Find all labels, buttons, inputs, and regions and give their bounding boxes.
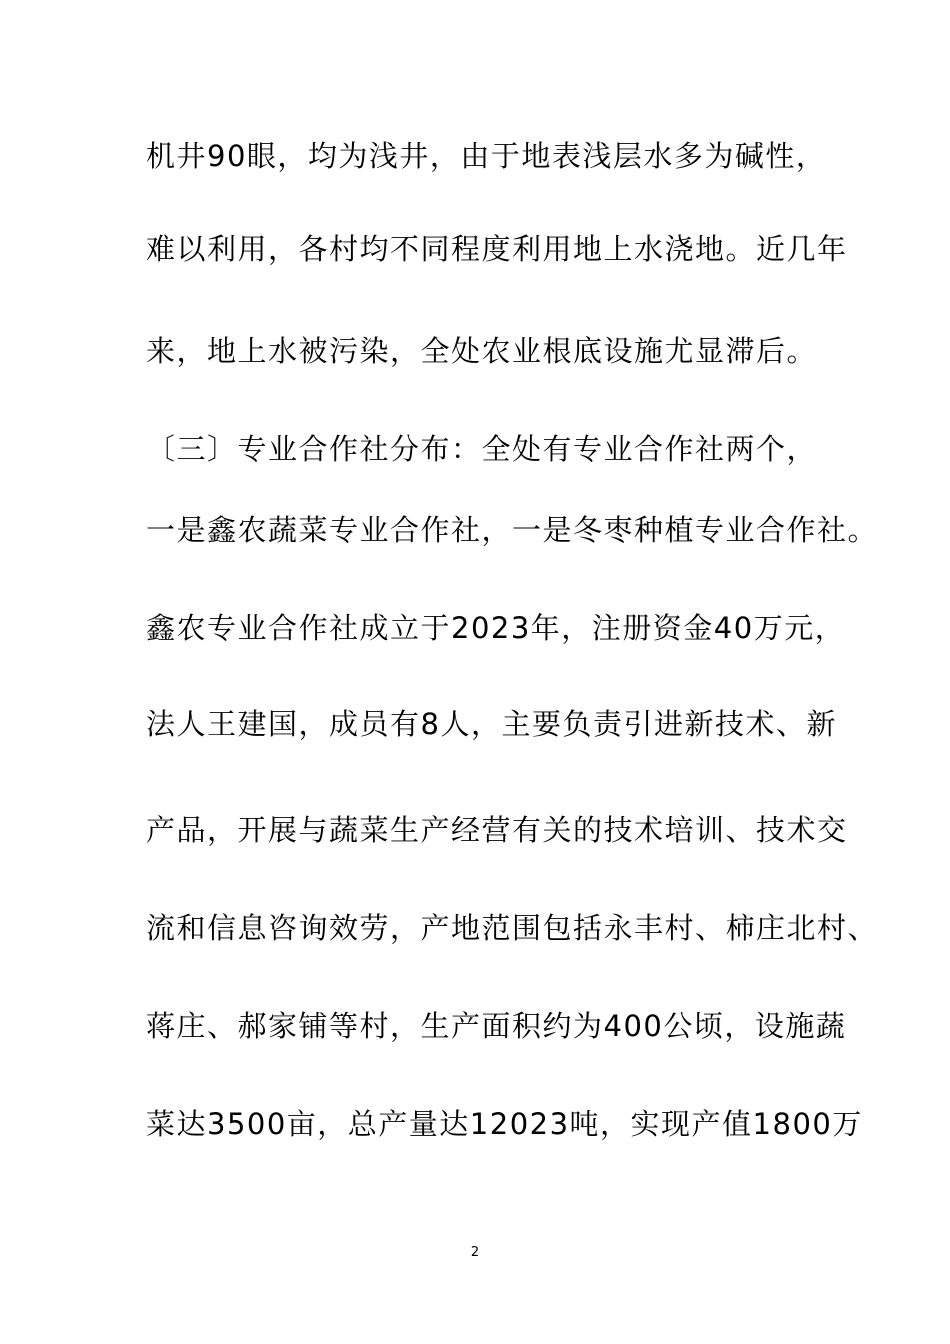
text-line-6: 鑫农专业合作社成立于2023年，注册资金40万元，	[146, 611, 846, 645]
page-number: 2	[470, 1245, 480, 1260]
text-line-11: 菜达3500亩，总产量达12023吨，实现产值1800万	[146, 1107, 863, 1141]
text-line-10: 蒋庄、郝家铺等村，生产面积约为400公顷，设施蔬	[146, 1009, 847, 1043]
text-line-8: 产品，开展与蔬菜生产经营有关的技术培训、技术交	[146, 813, 848, 847]
text-line-7: 法人王建国，成员有8人，主要负责引进新技术、新	[146, 707, 837, 741]
text-line-9: 流和信息咨询效劳，产地范围包括永丰村、柿庄北村、	[146, 911, 879, 945]
text-line-3: 来，地上水被污染，全处农业根底设施尤显滞后。	[146, 334, 818, 368]
text-line-1: 机井90眼，均为浅井，由于地表浅层水多为碱性，	[146, 139, 827, 173]
text-line-2: 难以利用，各村均不同程度利用地上水浇地。近几年	[146, 232, 848, 266]
text-line-5: 一是鑫农蔬菜专业合作社，一是冬枣种植专业合作社。	[146, 513, 879, 547]
text-line-4: 〔三〕专业合作社分布：全处有专业合作社两个，	[146, 432, 818, 466]
